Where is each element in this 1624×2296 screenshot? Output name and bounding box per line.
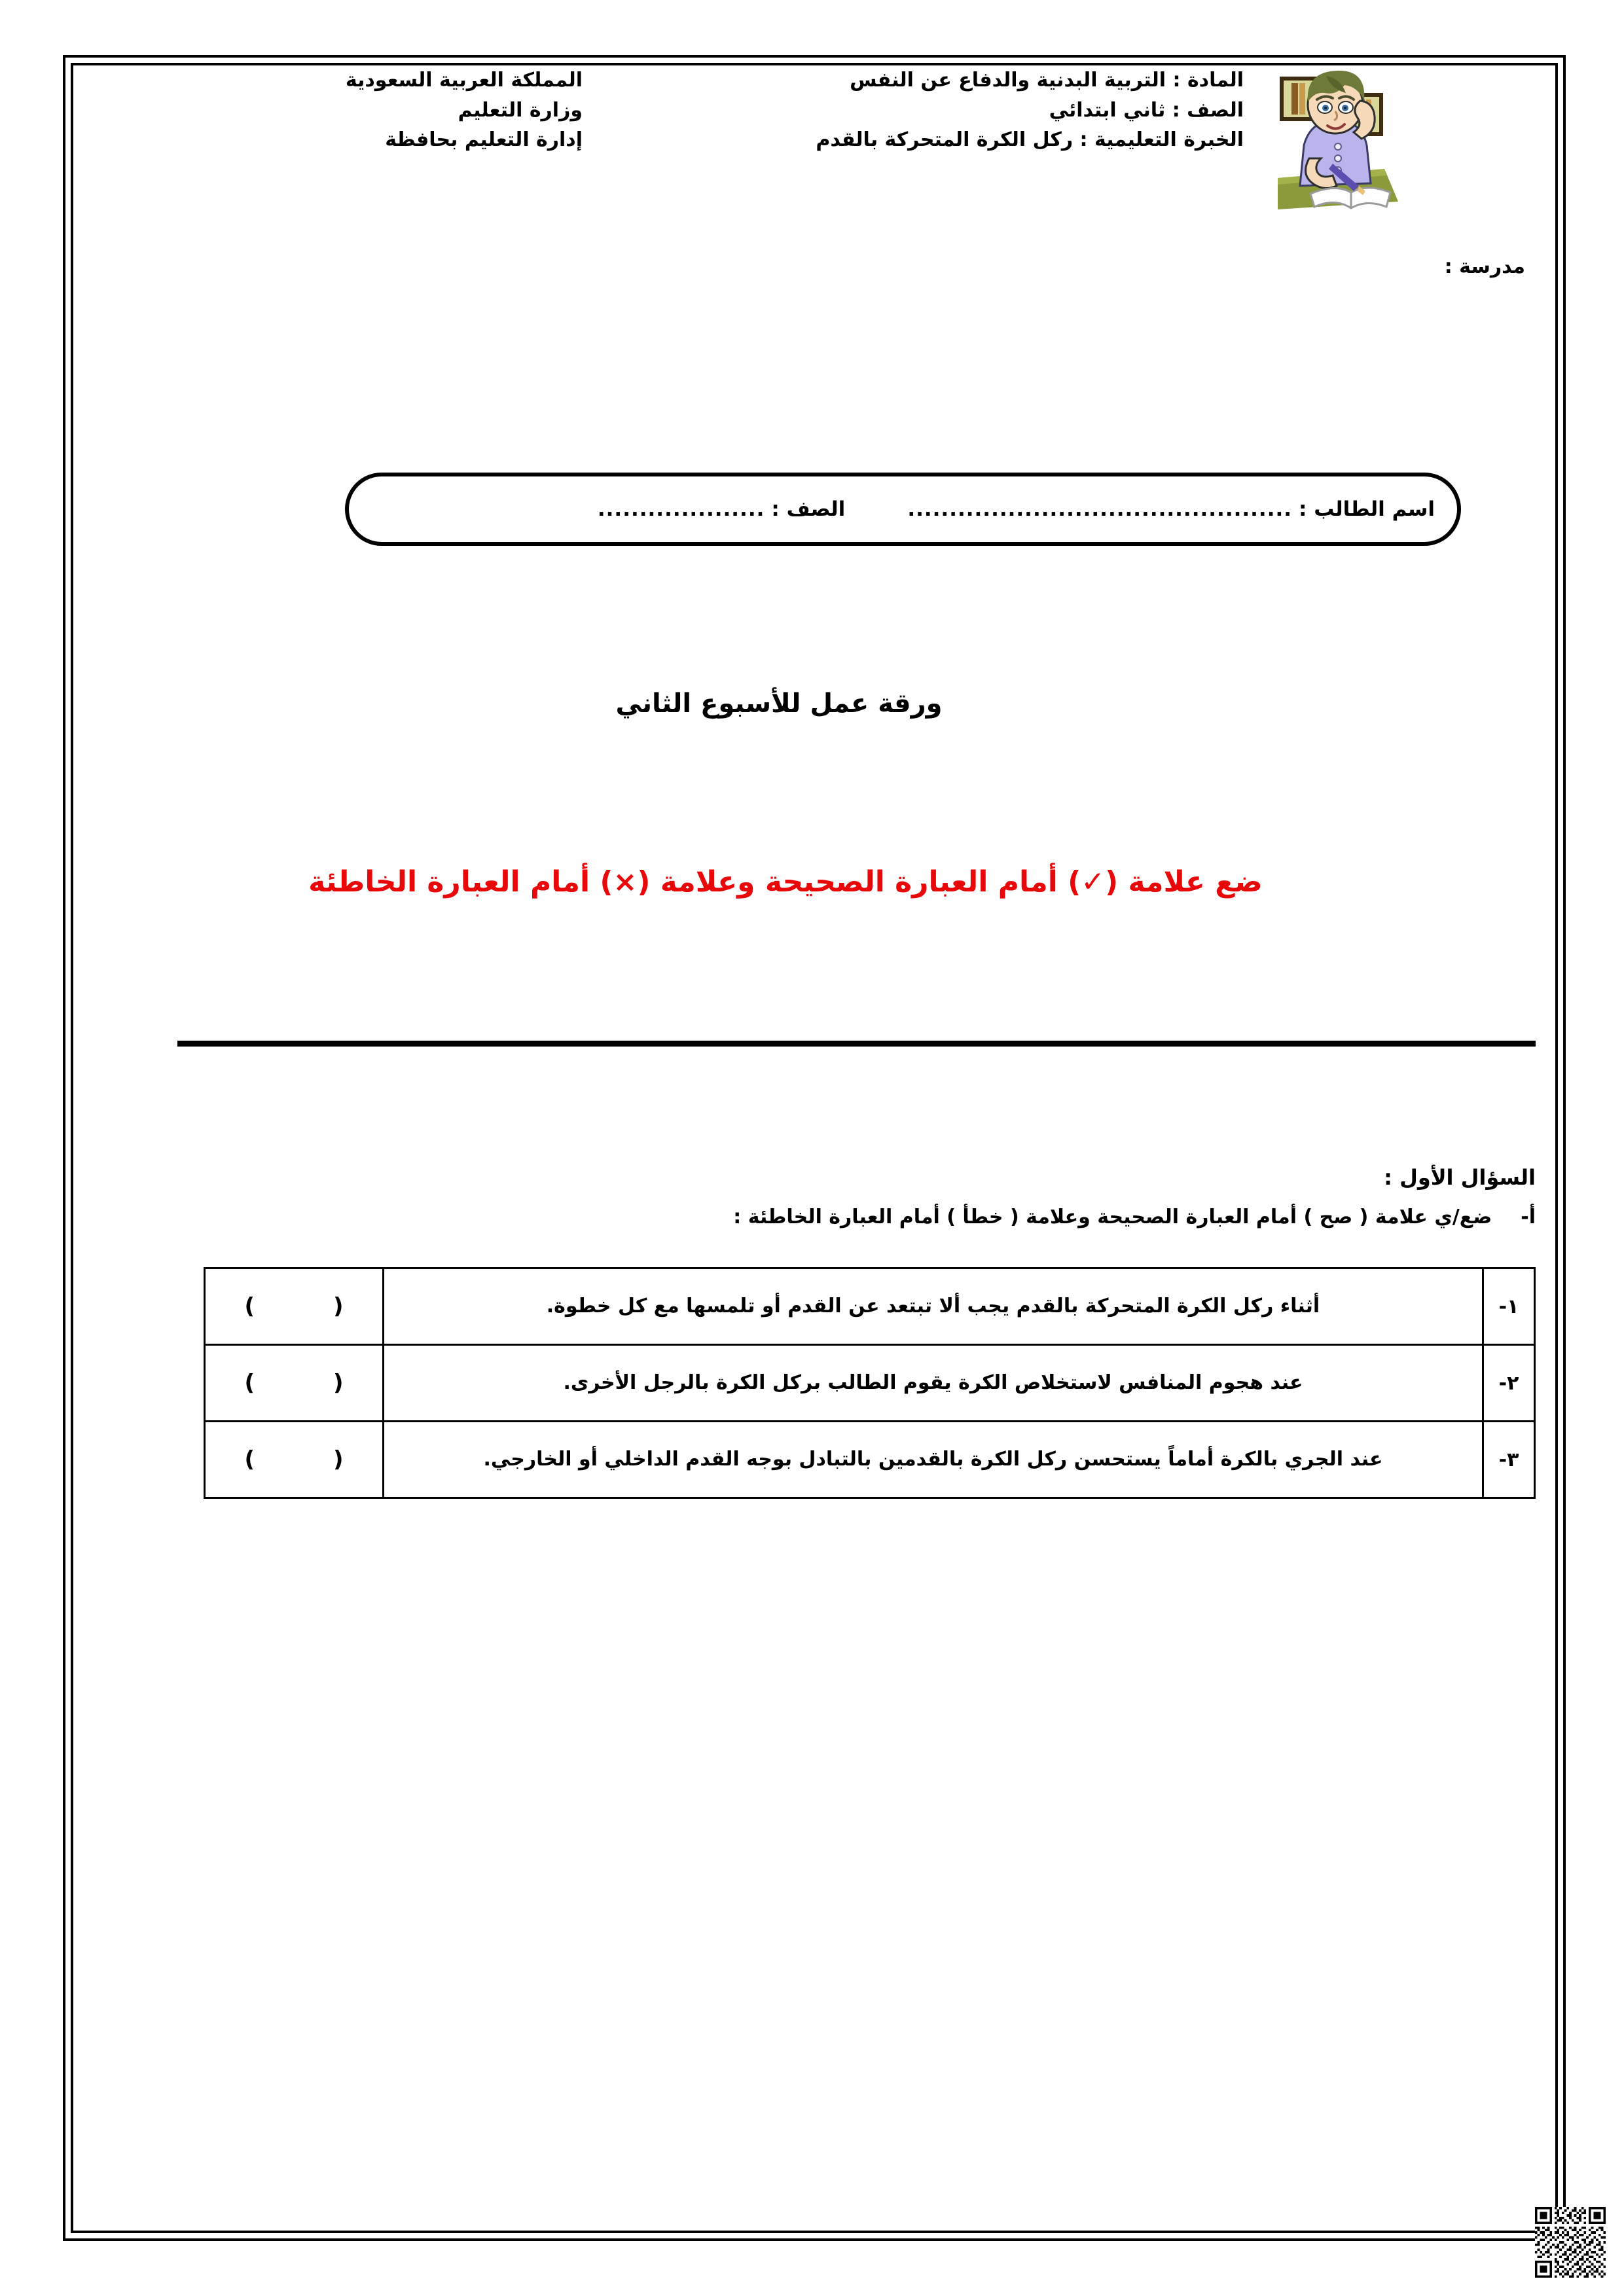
student-class-field: [598, 497, 845, 521]
answer-parentheses: [206, 1370, 382, 1396]
header-ministry-line: وزارة التعليم: [458, 98, 583, 122]
row-number: ٣-: [1483, 1422, 1535, 1498]
instruction-text: ضع علامة (✓) أمام العبارة الصحيحة وعلامة (×) أمام العبارة الخاطئة: [308, 865, 1263, 899]
document-header: [157, 65, 1545, 155]
row-number: ٢-: [1483, 1345, 1535, 1422]
paren-close: ): [244, 1293, 255, 1319]
student-name-label: اسم الطالب :: [1299, 497, 1435, 521]
boy-studying-clipart: [1270, 47, 1434, 211]
paren-open: (: [333, 1370, 344, 1396]
section-divider: [177, 1041, 1536, 1047]
true-false-table: [204, 1267, 1536, 1499]
student-class-input[interactable]: ....................: [597, 497, 765, 521]
answer-parentheses: [206, 1446, 382, 1473]
row-answer-cell[interactable]: [205, 1345, 384, 1422]
table-row: [205, 1345, 1535, 1422]
student-name-field: [907, 497, 1435, 521]
table-row: [205, 1268, 1535, 1345]
header-subject-column: [602, 65, 1270, 155]
row-answer-cell[interactable]: [205, 1268, 384, 1345]
header-kingdom-line: المملكة العربية السعودية: [345, 69, 583, 92]
student-name-input[interactable]: ..............................................: [907, 497, 1293, 521]
header-department-line: إدارة التعليم بحافظة: [385, 128, 583, 152]
school-label: مدرسة :: [1444, 255, 1525, 278]
paren-close: ): [244, 1370, 255, 1396]
table-row: [205, 1422, 1535, 1498]
page-content: [85, 65, 1545, 2225]
qr-code: [1535, 2207, 1606, 2278]
row-answer-cell[interactable]: [205, 1422, 384, 1498]
question-prompt: ضع/ي علامة ( صح ) أمام العبارة الصحيحة وعلامة ( خطأ ) أمام العبارة الخاطئة :: [733, 1206, 1492, 1229]
row-statement: عند هجوم المنافس لاستخلاص الكرة يقوم الطالب بركل الكرة بالرجل الأخرى.: [384, 1345, 1483, 1422]
paren-open: (: [333, 1293, 344, 1319]
paren-close: ): [244, 1446, 255, 1473]
row-statement: عند الجري بالكرة أماماً يستحسن ركل الكرة بالقدمين بالتبادل بوجه القدم الداخلي أو الخارجي.: [384, 1422, 1483, 1498]
student-class-label: الصف :: [771, 497, 846, 521]
page-title: ورقة عمل للأسبوع الثاني: [615, 689, 943, 719]
header-ministry-column: [196, 65, 602, 155]
student-info-box: [345, 473, 1461, 546]
paren-open: (: [333, 1446, 344, 1473]
row-statement: أثناء ركل الكرة المتحركة بالقدم يجب ألا تبتعد عن القدم أو تلمسها مع كل خطوة.: [384, 1268, 1483, 1345]
question-heading: السؤال الأول :: [1384, 1165, 1536, 1190]
header-subject-line: المادة : التربية البدنية والدفاع عن النفس: [850, 69, 1244, 92]
row-number: ١-: [1483, 1268, 1535, 1345]
question-marker: أ-: [1521, 1206, 1536, 1229]
answer-parentheses: [206, 1293, 382, 1319]
header-experience-line: الخبرة التعليمية : ركل الكرة المتحركة بالقدم: [816, 128, 1244, 152]
question-prompt-row: [181, 1206, 1536, 1229]
header-grade-line: الصف : ثاني ابتدائي: [1049, 98, 1244, 122]
